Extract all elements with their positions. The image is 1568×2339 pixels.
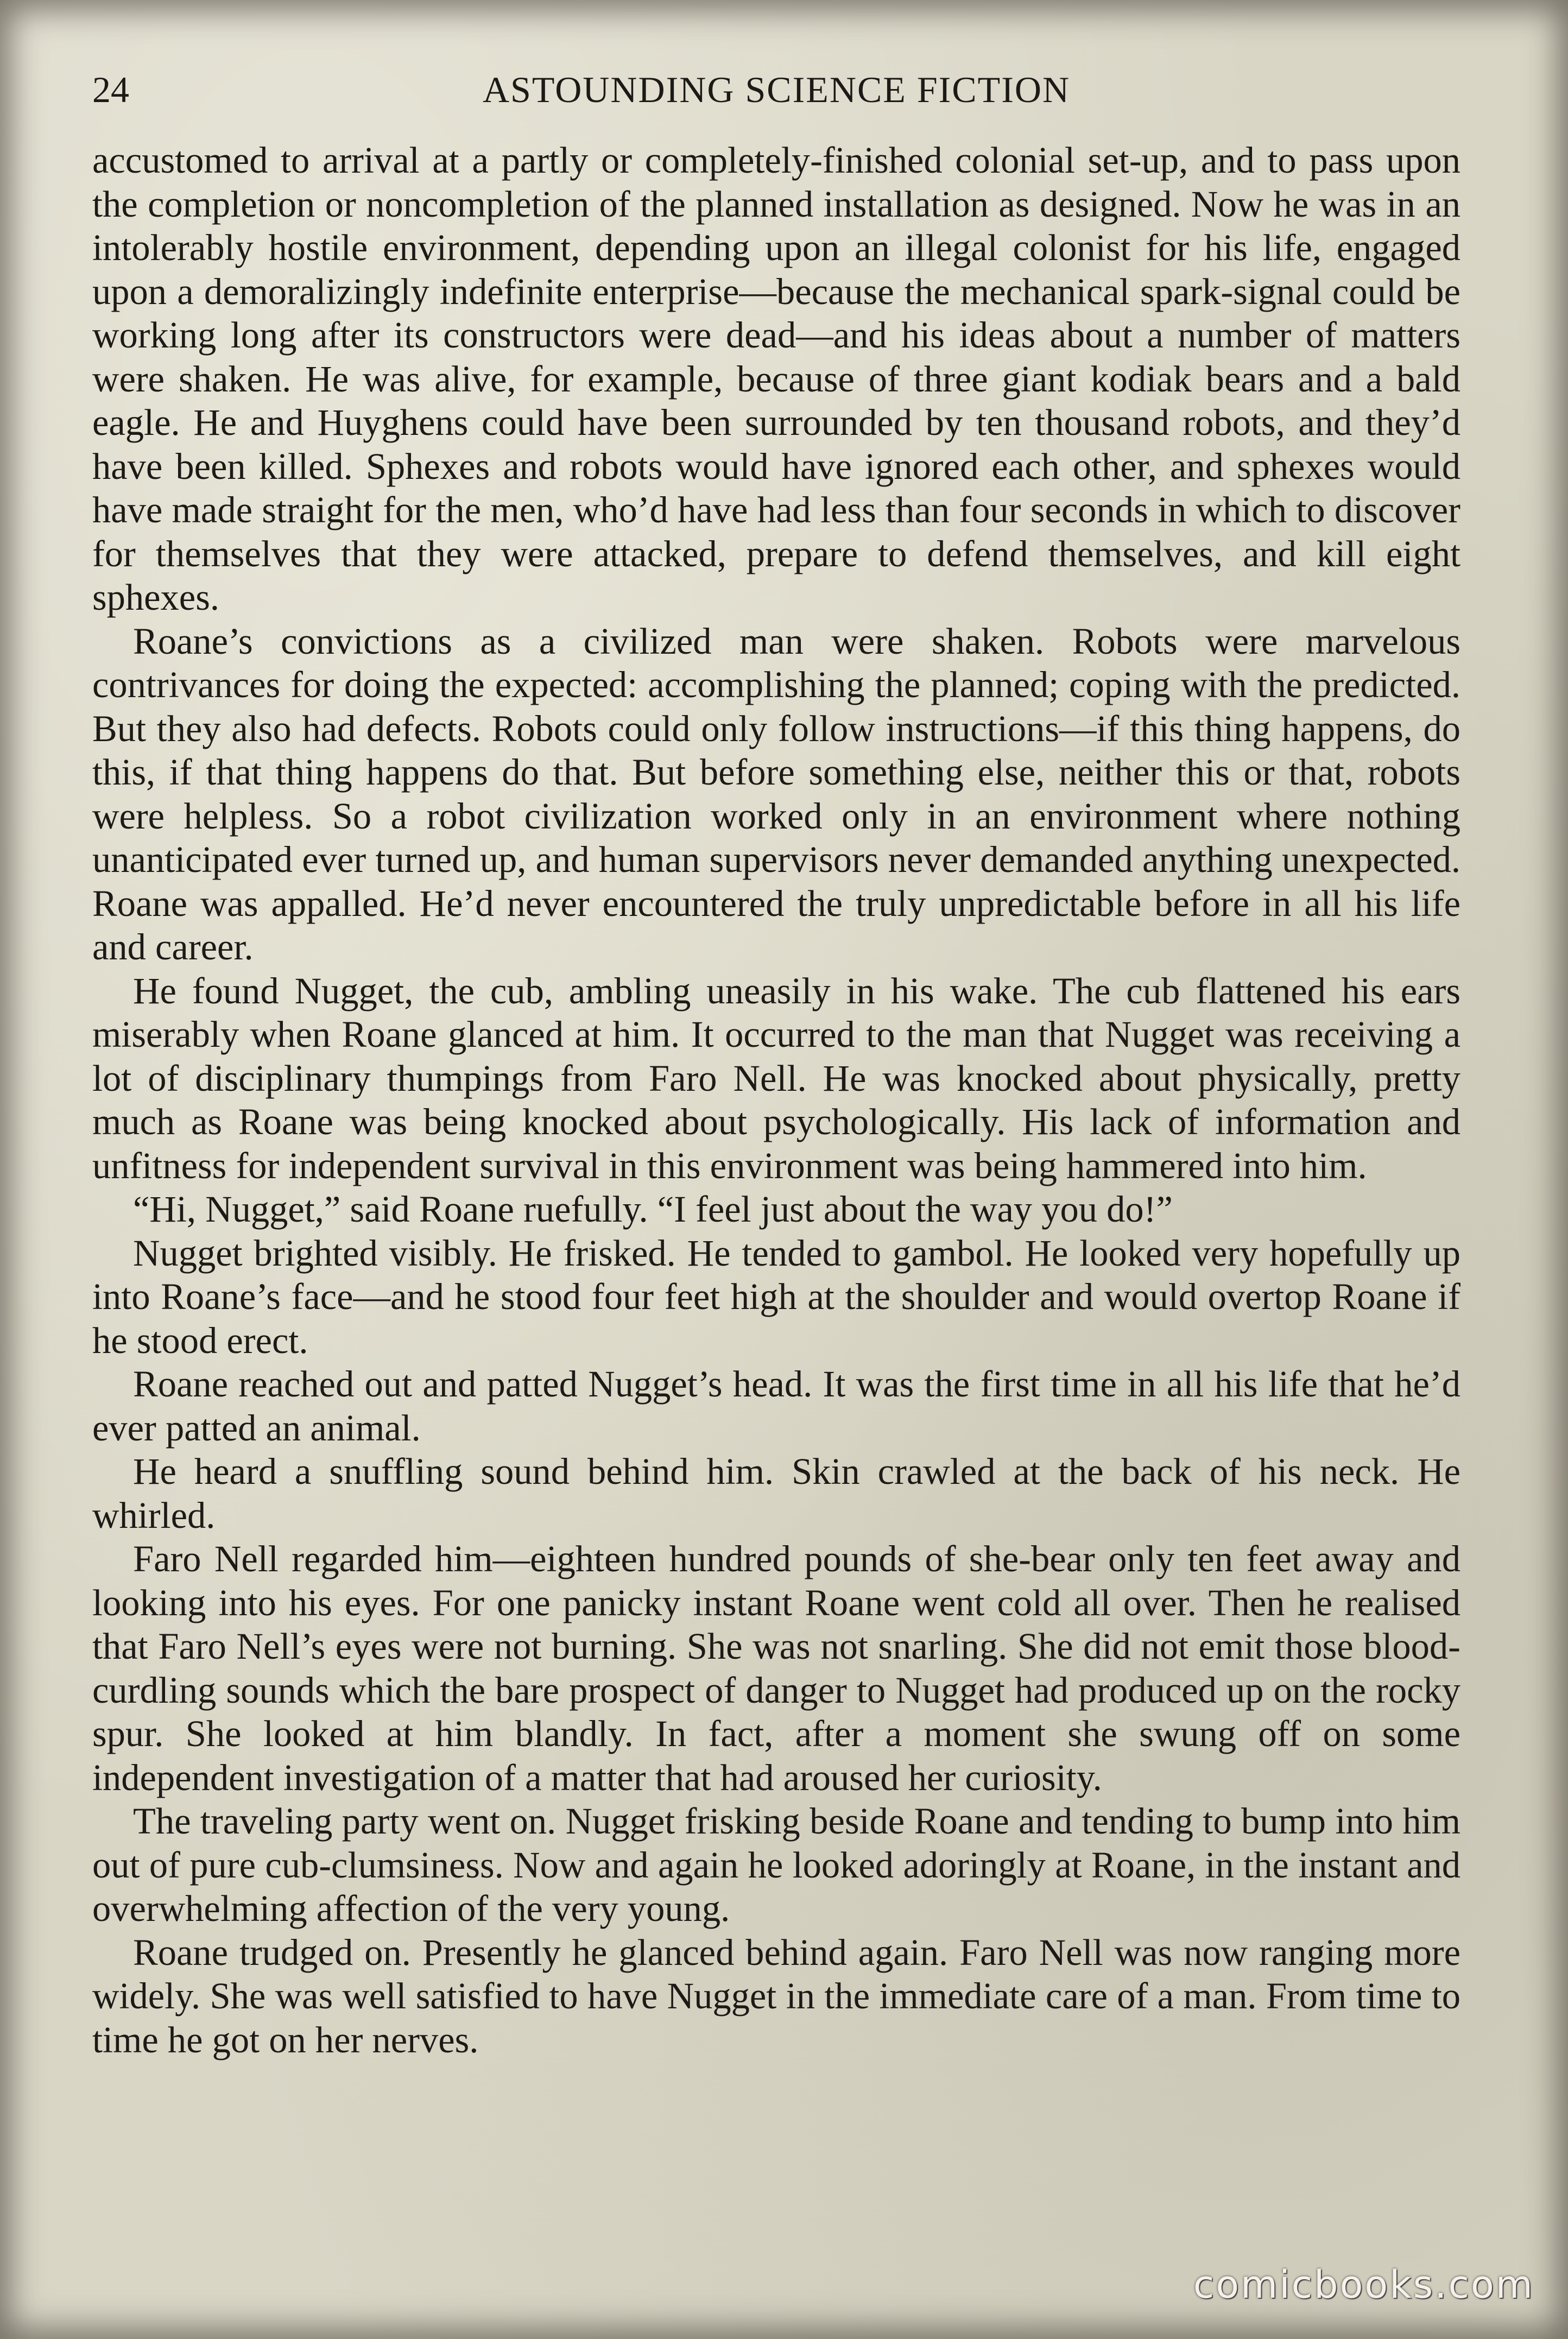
paragraph-4: “Hi, Nugget,” said Roane ruefully. “I feel just about the way you do!”: [133, 1189, 1173, 1230]
article-body: [92, 138, 1460, 2062]
watermark: comicbooks.com: [1193, 2262, 1534, 2307]
paragraph-2: Roane’s convictions as a civilized man were shaken. Robots were marvelous contrivances for doing the expected: accomplishing the planned; coping with the predicted. But they also had defects. Robots could only follow instructions—if this thing happens, do this, if that thing happens do that. But before something else, neither this or that, robots were helpless. So a robot civilization worked only in an environment where nothing unanticipated ever turned up, and human supervisors never demanded anything unexpected. Roane was appalled. He’d never encountered the truly unpredictable before in all his life and career.: [92, 620, 1460, 968]
paragraph-6: Roane reached out and patted Nugget’s head. It was the first time in all his life that he’d ever patted an animal.: [92, 1363, 1460, 1449]
running-header: [92, 62, 1460, 117]
paragraph-10: Roane trudged on. Presently he glanced behind again. Faro Nell was now ranging more widely. She was well satisfied to have Nugget in the immediate care of a man. From time to time he got on her nerves.: [92, 1931, 1460, 2060]
paragraph-1: accustomed to arrival at a partly or completely-finished colonial set-up, and to pass upon the completion or noncompletion of the planned installation as designed. Now he was in an intolerably hostile environment, depending upon an illegal colonist for his life, engaged upon a demoralizingly indefinite enterprise—because the mechanical spark-signal could be working long after its constructors were dead—and his ideas about a number of matters were shaken. He was alive, for example, because of three giant kodiak bears and a bald eagle. He and Huyghens could have been surrounded by ten thousand robots, and they’d have been killed. Sphexes and robots would have ignored each other, and sphexes would have made straight for the men, who’d have had less than four seconds in which to discover for themselves that they were attacked, prepare to defend themselves, and kill eight sphexes.: [92, 140, 1460, 618]
page-number: 24: [92, 69, 129, 110]
paragraph-5: Nugget brighted visibly. He frisked. He tended to gambol. He looked very hopefully up into Roane’s face—and he stood four feet high at the shoulder and would overtop Roane if he stood erect.: [92, 1232, 1460, 1361]
paragraph-9: The traveling party went on. Nugget frisking beside Roane and tending to bump into him out of pure cub-clumsiness. Now and again he looked adoringly at Roane, in the instant and overwhelming affection of the very young.: [92, 1800, 1460, 1929]
paragraph-8: Faro Nell regarded him—eighteen hundred pounds of she-bear only ten feet away and looking into his eyes. For one panicky instant Roane went cold all over. Then he realised that Faro Nell’s eyes were not burning. She was not snarling. She did not emit those blood-curdling sounds which the bare prospect of danger to Nugget had produced up on the rocky spur. She looked at him blandly. In fact, after a moment she swung off on some independent investigation of a matter that had aroused her curiosity.: [92, 1538, 1460, 1798]
running-title: ASTOUNDING SCIENCE FICTION: [482, 69, 1071, 110]
paragraph-7: He heard a snuffling sound behind him. Skin crawled at the back of his neck. He whirled.: [92, 1451, 1460, 1536]
paragraph-3: He found Nugget, the cub, ambling uneasily in his wake. The cub flattened his ears miserably when Roane glanced at him. It occurred to the man that Nugget was receiving a lot of disciplinary thumpings from Faro Nell. He was knocked about physically, pretty much as Roane was being knocked about psychologically. His lack of information and unfitness for independent survival in this environment was being hammered into him.: [92, 970, 1460, 1186]
